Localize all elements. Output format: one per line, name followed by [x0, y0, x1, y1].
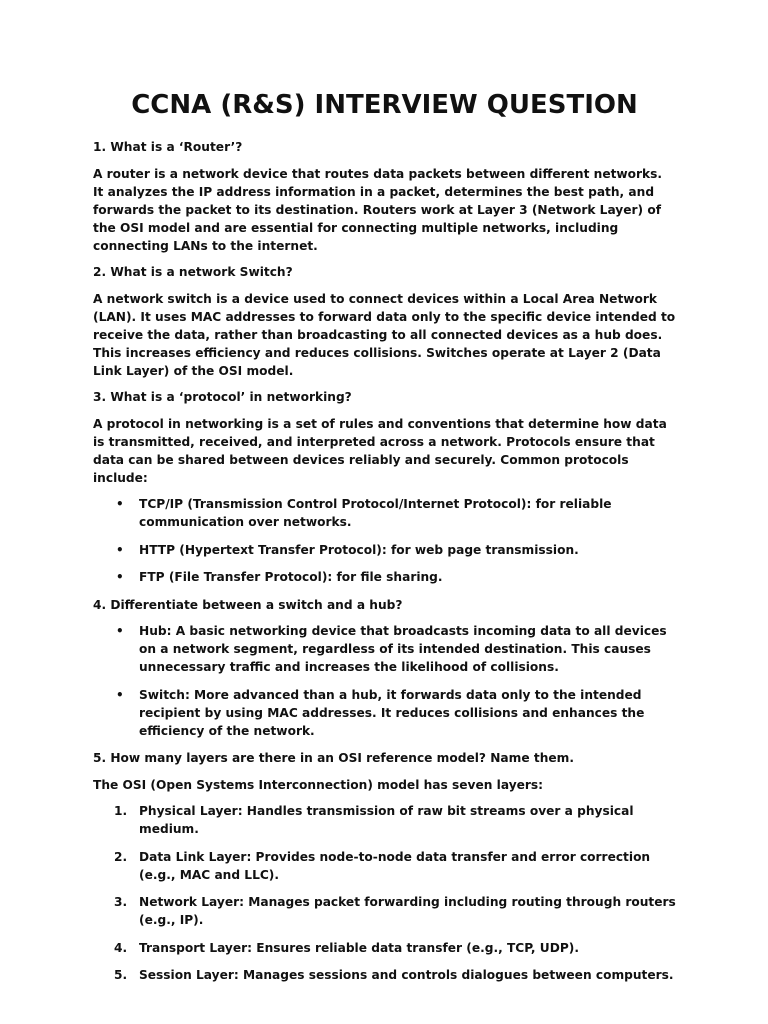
list-number: 5. [114, 968, 128, 982]
list-item-text: Transport Layer: Ensures reliable data transfer (e.g., TCP, UDP). [139, 940, 579, 955]
bullet-icon: • [116, 687, 124, 702]
question-4: 4. Differentiate between a switch and a hub? [93, 597, 403, 612]
list-number: 3. [114, 895, 128, 909]
list-item-text: Switch: More advanced than a hub, it forwards data only to the intended recipient by using MAC addresses. It reduces collisions and enhances the efficiency of the network. [139, 687, 645, 738]
list-item-text: Session Layer: Manages sessions and controls dialogues between computers. [139, 968, 674, 982]
question-5: 5. How many layers are there in an OSI reference model? Name them. [93, 751, 574, 765]
bullet-icon: • [116, 542, 124, 557]
bullet-icon: • [116, 497, 124, 511]
answer-3: A protocol in networking is a set of rules and conventions that determine how data is transmitted, received, and interpreted across a network. Protocols ensure that data can be shared between devices reliably and securely. Common protocols include: [93, 416, 667, 485]
bullet-icon: • [116, 624, 124, 638]
list-item [93, 939, 676, 957]
list-item [93, 686, 676, 740]
bullet-icon: • [116, 570, 124, 584]
answer-1: A router is a network device that routes data packets between different networks. It analyzes the IP address information in a packet, determines the best path, and forwards the packet to its destination. Routers work at Layer 3 (Network Layer) of the OSI model and are essential for connecting multiple networks, including connecting LANs to the internet. [93, 166, 663, 253]
list-item [93, 966, 676, 984]
switch-hub-list [93, 622, 676, 740]
list-item-text: TCP/IP (Transmission Control Protocol/Internet Protocol): for reliable communication over networks. [139, 497, 612, 529]
answer-2: A network switch is a device used to connect devices within a Local Area Network (LAN). It uses MAC addresses to forward data only to the specific device intended to receive the data, rather than broadcasting to all connected devices as a hub does. This increases efficiency and reduces collisions. Switches operate at Layer 2 (Data Link Layer) of the OSI model. [93, 291, 676, 378]
list-item [93, 893, 676, 929]
osi-layer-list [93, 802, 676, 984]
page-title: CCNA (R&S) INTERVIEW QUESTION [131, 90, 638, 120]
list-item [93, 802, 676, 838]
list-item-text: Data Link Layer: Provides node-to-node data transfer and error correction (e.g., MAC and LLC). [139, 849, 651, 882]
question-1: 1. What is a ‘Router’? [93, 140, 243, 154]
list-item [93, 622, 676, 676]
list-number: 1. [114, 804, 128, 818]
list-item [93, 568, 676, 586]
list-item [93, 541, 676, 559]
question-2: 2. What is a network Switch? [93, 265, 293, 279]
question-3: 3. What is a ‘protocol’ in networking? [93, 390, 352, 404]
list-item-text: HTTP (Hypertext Transfer Protocol): for web page transmission. [139, 542, 579, 557]
list-item-text: Network Layer: Manages packet forwarding including routing through routers (e.g., IP). [139, 895, 676, 927]
list-item-text: FTP (File Transfer Protocol): for file sharing. [139, 570, 443, 584]
list-item-text: Physical Layer: Handles transmission of raw bit streams over a physical medium. [139, 804, 634, 836]
list-number: 4. [114, 940, 128, 955]
answer-5: The OSI (Open Systems Interconnection) model has seven layers: [93, 777, 544, 792]
list-item-text: Hub: A basic networking device that broadcasts incoming data to all devices on a network segment, regardless of its intended destination. This causes unnecessary traffic and increases the likelihood of collisions. [139, 624, 667, 674]
protocol-list [93, 495, 676, 586]
list-item [93, 848, 676, 884]
list-number: 2. [114, 849, 128, 864]
list-item [93, 495, 676, 531]
